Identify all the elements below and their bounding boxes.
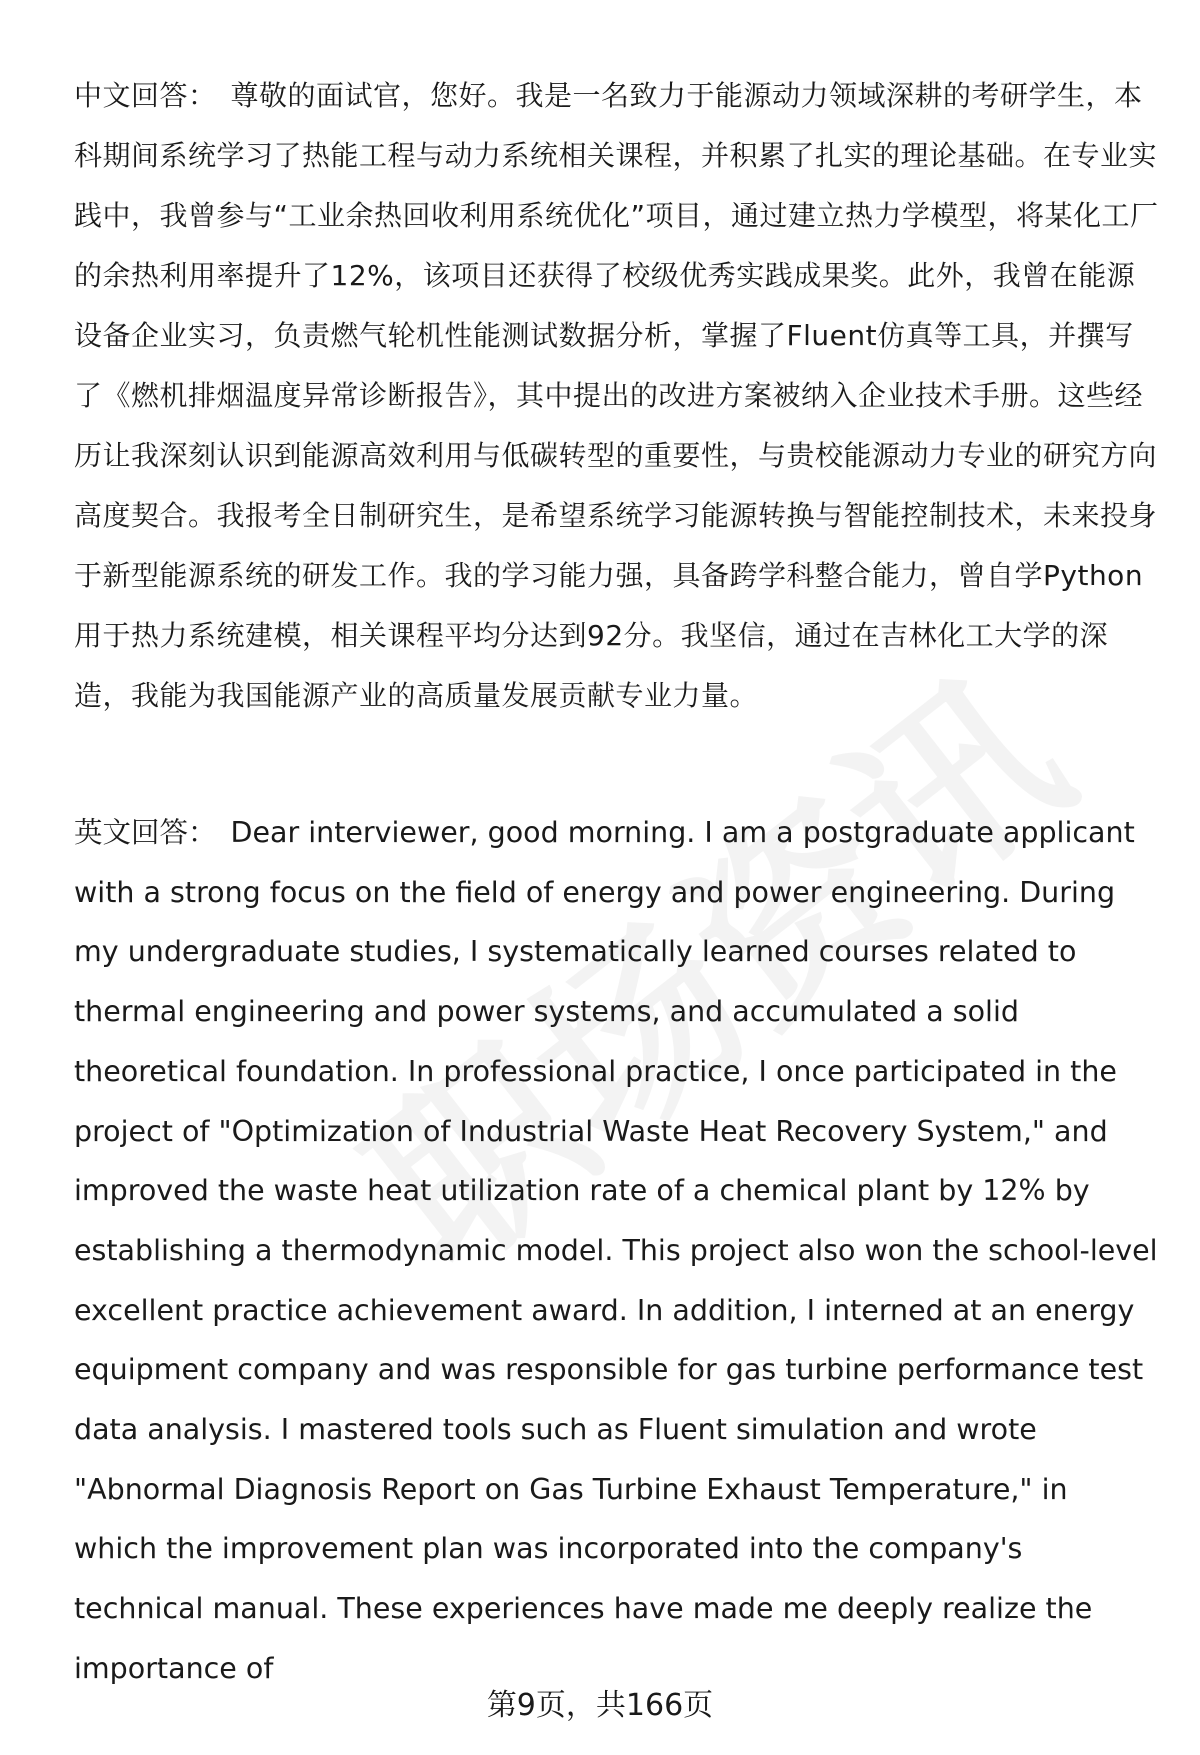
english-answer-text: Dear interviewer, good morning. I am a postgraduate applicant with a strong focus on the field of energy and power engineering. During my undergraduate studies, I systematically learned courses related to thermal engineering and power systems, and accumulated a solid theoretical foundation. In professional practice, I once participated in the project of "Optimization of Industrial Waste Heat Recovery System," and improved the waste heat utilization rate of a chemical plant by 12% by establishing a thermodynamic model. This project also won the school-level excellent practice achievement award. In addition, I interned at an energy equipment company and was responsible for gas turbine performance test data analysis. I mastered tools such as Fluent simulation and wrote "Abnormal Diagnosis Report on Gas Turbine Exhaust Temperature," in which the improvement plan was incorporated into the company's technical manual. These experiences have made me deeply realize the importance of [74,816,1158,1685]
chinese-answer-text: 尊敬的面试官，您好。我是一名致力于能源动力领域深耕的考研学生，本科期间系统学习了热能工程与动力系统相关课程，并积累了扎实的理论基础。在专业实践中，我曾参与“工业余热回收利用系统优化”项目，通过建立热力学模型，将某化工厂的余热利用率提升了12%，该项目还获得了校级优秀实践成果奖。此外，我曾在能源设备企业实习，负责燃气轮机性能测试数据分析，掌握了Fluent仿真等工具，并撰写了《燃机排烟温度异常诊断报告》，其中提出的改进方案被纳入企业技术手册。这些经历让我深刻认识到能源高效利用与低碳转型的重要性，与贵校能源动力专业的研究方向高度契合。我报考全日制研究生，是希望系统学习能源转换与智能控制技术，未来投身于新型能源系统的研发工作。我的学习能力强，具备跨学科整合能力，曾自学Python用于热力系统建模，相关课程平均分达到92分。我坚信，通过在吉林化工大学的深造，我能为我国能源产业的高质量发展贡献专业力量。 [74,79,1159,712]
page-number-footer: 第9页，共166页 [486,1688,714,1723]
english-answer-label: 英文回答： [74,816,217,849]
english-answer-paragraph [74,803,1159,1699]
chinese-answer-label: 中文回答： [74,79,217,112]
chinese-answer-paragraph [74,66,1159,726]
